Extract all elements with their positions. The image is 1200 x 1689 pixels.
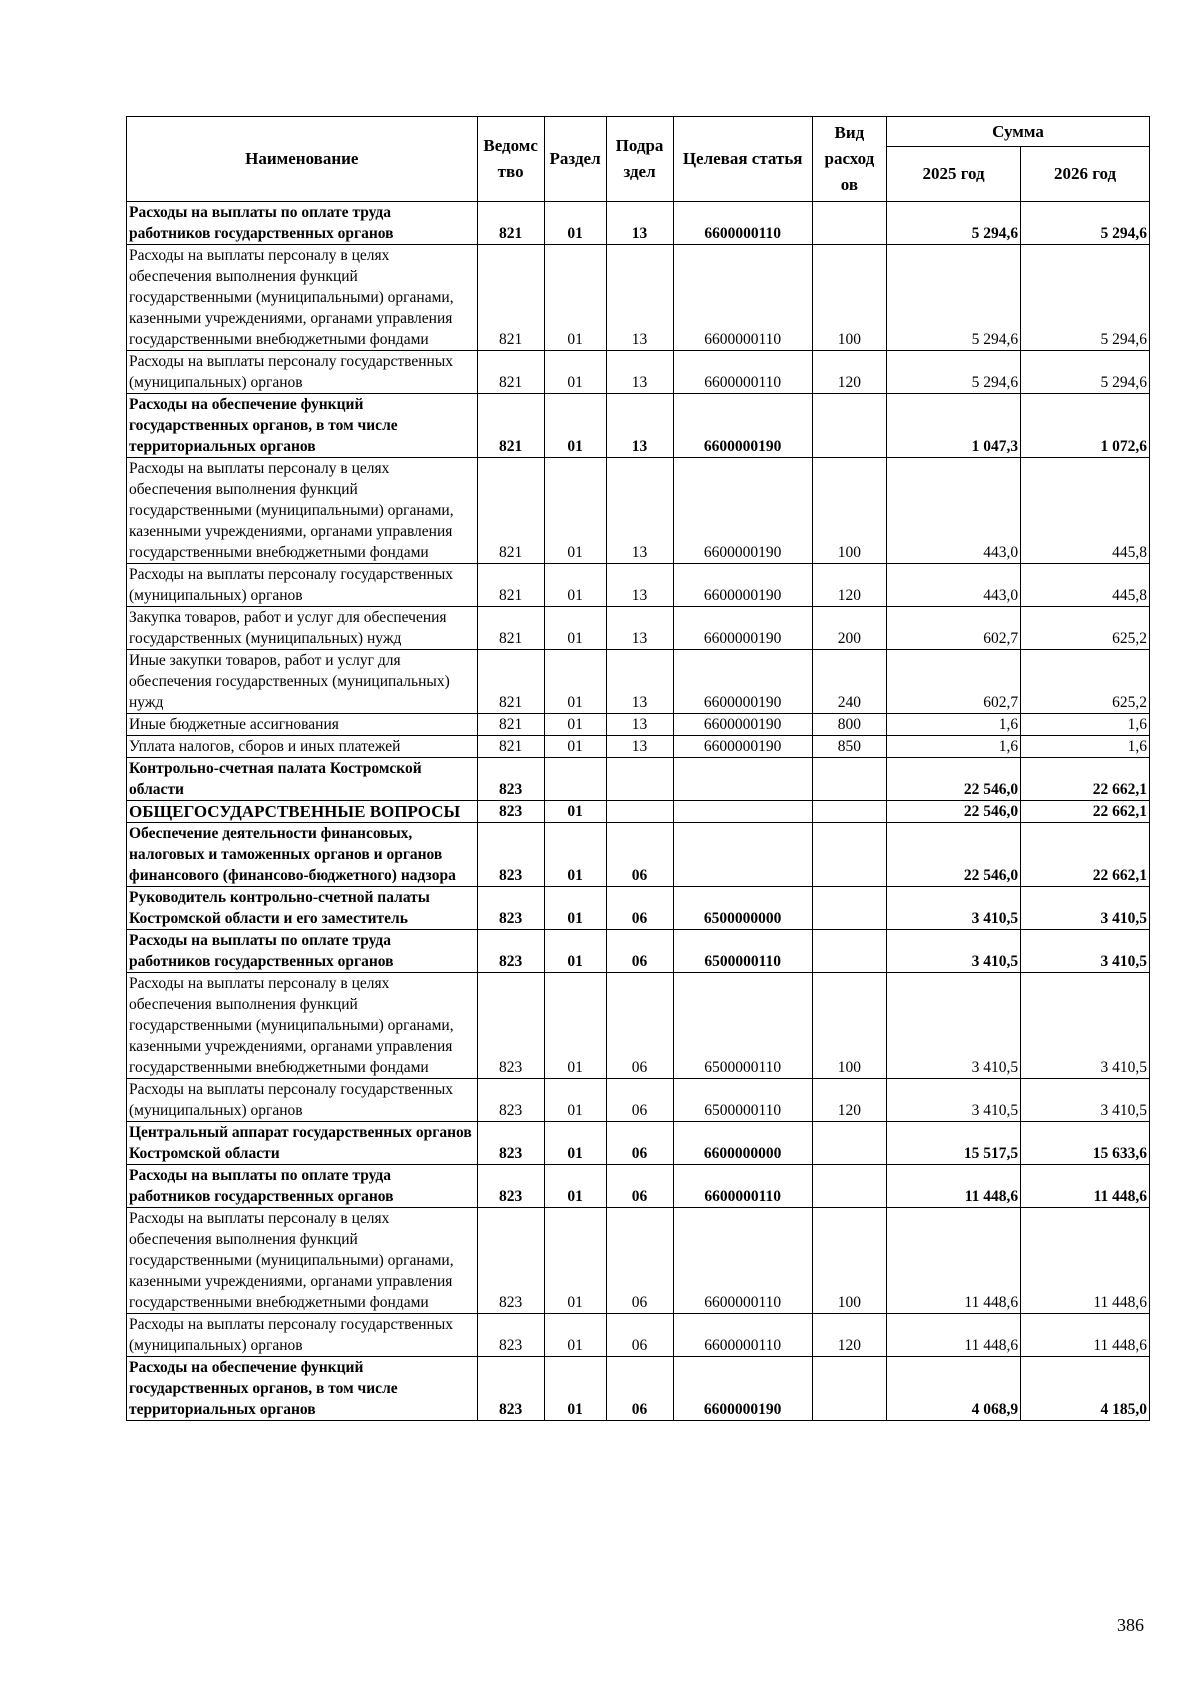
row-target: 6600000190	[673, 714, 812, 736]
row-dept: 821	[477, 394, 544, 458]
table-row	[127, 1314, 1150, 1357]
row-subsection: 06	[606, 1079, 673, 1122]
header-year-2025: 2025 год	[887, 147, 1021, 202]
row-subsection: 13	[606, 607, 673, 650]
row-dept: 823	[477, 1122, 544, 1165]
row-sum-2026: 625,2	[1021, 650, 1150, 714]
table-row	[127, 887, 1150, 930]
row-dept: 823	[477, 1208, 544, 1314]
header-section: Раздел	[544, 117, 606, 202]
header-target: Целевая статья	[673, 117, 812, 202]
row-expense-type	[812, 1122, 886, 1165]
row-sum-2025: 11 448,6	[887, 1314, 1021, 1357]
row-subsection: 13	[606, 650, 673, 714]
row-target	[673, 758, 812, 801]
row-dept: 821	[477, 607, 544, 650]
row-sum-2025: 443,0	[887, 564, 1021, 607]
row-dept: 821	[477, 714, 544, 736]
row-section: 01	[544, 973, 606, 1079]
row-expense-type	[812, 1165, 886, 1208]
table-row	[127, 801, 1150, 823]
table-row	[127, 458, 1150, 564]
row-dept: 823	[477, 801, 544, 823]
row-target: 6600000000	[673, 1122, 812, 1165]
row-subsection: 06	[606, 1357, 673, 1421]
row-name: Контрольно-счетная палата Костромской области	[127, 758, 478, 801]
table-row	[127, 736, 1150, 758]
table-row	[127, 758, 1150, 801]
row-name: Расходы на выплаты персоналу государственных (муниципальных) органов	[127, 351, 478, 394]
row-sum-2026: 22 662,1	[1021, 801, 1150, 823]
row-name: Расходы на выплаты по оплате труда работников государственных органов	[127, 202, 478, 245]
row-target: 6500000000	[673, 887, 812, 930]
table-row	[127, 714, 1150, 736]
table-row	[127, 1165, 1150, 1208]
row-subsection: 06	[606, 1165, 673, 1208]
row-target: 6600000110	[673, 1314, 812, 1357]
row-target: 6600000190	[673, 607, 812, 650]
row-expense-type: 100	[812, 1208, 886, 1314]
row-section: 01	[544, 202, 606, 245]
row-sum-2025: 5 294,6	[887, 202, 1021, 245]
row-expense-type	[812, 758, 886, 801]
row-subsection: 13	[606, 564, 673, 607]
row-section: 01	[544, 1208, 606, 1314]
row-sum-2026: 1 072,6	[1021, 394, 1150, 458]
row-sum-2025: 11 448,6	[887, 1208, 1021, 1314]
row-subsection: 13	[606, 351, 673, 394]
row-sum-2025: 3 410,5	[887, 930, 1021, 973]
row-sum-2025: 5 294,6	[887, 245, 1021, 351]
row-dept: 821	[477, 202, 544, 245]
row-subsection: 13	[606, 202, 673, 245]
row-target: 6600000110	[673, 351, 812, 394]
row-name: Расходы на обеспечение функций государственных органов, в том числе территориальных органов	[127, 394, 478, 458]
row-section: 01	[544, 736, 606, 758]
row-sum-2025: 22 546,0	[887, 823, 1021, 887]
row-name: Расходы на выплаты персоналу в целях обеспечения выполнения функций государственными (муниципальными) органами, казенными учреждениями, органами управления государственными внебюджетными фондами	[127, 1208, 478, 1314]
row-subsection: 13	[606, 394, 673, 458]
row-section: 01	[544, 564, 606, 607]
table-row	[127, 394, 1150, 458]
row-dept: 821	[477, 458, 544, 564]
row-sum-2025: 602,7	[887, 650, 1021, 714]
row-sum-2026: 3 410,5	[1021, 1079, 1150, 1122]
row-expense-type	[812, 394, 886, 458]
row-sum-2026: 445,8	[1021, 564, 1150, 607]
row-name: Расходы на выплаты по оплате труда работников государственных органов	[127, 1165, 478, 1208]
row-target: 6600000190	[673, 650, 812, 714]
row-expense-type: 100	[812, 458, 886, 564]
row-expense-type: 200	[812, 607, 886, 650]
row-subsection: 06	[606, 1314, 673, 1357]
row-sum-2026: 1,6	[1021, 714, 1150, 736]
table-row	[127, 930, 1150, 973]
row-dept: 823	[477, 1079, 544, 1122]
row-sum-2026: 5 294,6	[1021, 202, 1150, 245]
row-target: 6500000110	[673, 973, 812, 1079]
row-section: 01	[544, 801, 606, 823]
row-target: 6600000190	[673, 1357, 812, 1421]
row-section: 01	[544, 1165, 606, 1208]
row-section: 01	[544, 1314, 606, 1357]
row-target	[673, 801, 812, 823]
row-sum-2026: 4 185,0	[1021, 1357, 1150, 1421]
table-header	[127, 117, 1150, 202]
row-section	[544, 758, 606, 801]
row-expense-type: 120	[812, 564, 886, 607]
table-row	[127, 351, 1150, 394]
row-section: 01	[544, 714, 606, 736]
row-name: Закупка товаров, работ и услуг для обеспечения государственных (муниципальных) нужд	[127, 607, 478, 650]
row-name: Расходы на выплаты персоналу в целях обеспечения выполнения функций государственными (муниципальными) органами, казенными учреждениями, органами управления государственными внебюджетными фондами	[127, 458, 478, 564]
row-subsection: 13	[606, 714, 673, 736]
row-name: Расходы на выплаты персоналу государственных (муниципальных) органов	[127, 1314, 478, 1357]
row-name: Расходы на выплаты персоналу государственных (муниципальных) органов	[127, 564, 478, 607]
row-dept: 823	[477, 1357, 544, 1421]
row-expense-type: 120	[812, 1079, 886, 1122]
row-dept: 823	[477, 758, 544, 801]
row-name: Расходы на выплаты по оплате труда работников государственных органов	[127, 930, 478, 973]
table-row	[127, 1122, 1150, 1165]
page-number: 386	[1117, 1615, 1144, 1635]
row-sum-2025: 5 294,6	[887, 351, 1021, 394]
row-target	[673, 823, 812, 887]
row-expense-type: 800	[812, 714, 886, 736]
row-expense-type: 120	[812, 351, 886, 394]
row-expense-type	[812, 887, 886, 930]
budget-table	[126, 116, 1150, 1421]
row-target: 6600000110	[673, 1208, 812, 1314]
row-subsection	[606, 801, 673, 823]
row-expense-type	[812, 801, 886, 823]
row-sum-2026: 3 410,5	[1021, 887, 1150, 930]
row-sum-2025: 22 546,0	[887, 758, 1021, 801]
table-row	[127, 823, 1150, 887]
table-row	[127, 973, 1150, 1079]
row-sum-2025: 1,6	[887, 736, 1021, 758]
row-sum-2026: 22 662,1	[1021, 823, 1150, 887]
row-name: Руководитель контрольно-счетной палаты Костромской области и его заместитель	[127, 887, 478, 930]
row-subsection: 06	[606, 973, 673, 1079]
row-dept: 823	[477, 887, 544, 930]
row-section: 01	[544, 1122, 606, 1165]
row-sum-2025: 11 448,6	[887, 1165, 1021, 1208]
row-section: 01	[544, 1357, 606, 1421]
row-section: 01	[544, 930, 606, 973]
row-subsection: 06	[606, 1122, 673, 1165]
row-name: ОБЩЕГОСУДАРСТВЕННЫЕ ВОПРОСЫ	[127, 801, 478, 823]
row-expense-type: 240	[812, 650, 886, 714]
row-sum-2026: 11 448,6	[1021, 1165, 1150, 1208]
row-subsection: 13	[606, 245, 673, 351]
row-target: 6600000190	[673, 736, 812, 758]
row-sum-2026: 11 448,6	[1021, 1314, 1150, 1357]
row-section: 01	[544, 1079, 606, 1122]
row-dept: 823	[477, 930, 544, 973]
row-sum-2025: 443,0	[887, 458, 1021, 564]
row-sum-2026: 3 410,5	[1021, 973, 1150, 1079]
row-expense-type: 100	[812, 245, 886, 351]
row-sum-2025: 1 047,3	[887, 394, 1021, 458]
row-name: Иные закупки товаров, работ и услуг для обеспечения государственных (муниципальных) нужд	[127, 650, 478, 714]
row-target: 6600000190	[673, 564, 812, 607]
row-sum-2025: 4 068,9	[887, 1357, 1021, 1421]
row-target: 6500000110	[673, 1079, 812, 1122]
row-name: Иные бюджетные ассигнования	[127, 714, 478, 736]
row-name: Расходы на выплаты персоналу государственных (муниципальных) органов	[127, 1079, 478, 1122]
row-expense-type	[812, 202, 886, 245]
header-dept: Ведомс тво	[477, 117, 544, 202]
row-target: 6600000110	[673, 245, 812, 351]
row-sum-2025: 3 410,5	[887, 1079, 1021, 1122]
table-row	[127, 1208, 1150, 1314]
row-sum-2026: 5 294,6	[1021, 351, 1150, 394]
row-dept: 821	[477, 650, 544, 714]
row-section: 01	[544, 245, 606, 351]
row-expense-type	[812, 930, 886, 973]
row-target: 6600000190	[673, 458, 812, 564]
row-name: Обеспечение деятельности финансовых, налоговых и таможенных органов и органов финансового (финансово-бюджетного) надзора	[127, 823, 478, 887]
row-subsection	[606, 758, 673, 801]
row-expense-type: 100	[812, 973, 886, 1079]
row-sum-2025: 22 546,0	[887, 801, 1021, 823]
table-row	[127, 245, 1150, 351]
row-sum-2026: 22 662,1	[1021, 758, 1150, 801]
row-subsection: 06	[606, 930, 673, 973]
row-expense-type	[812, 823, 886, 887]
header-year-2026: 2026 год	[1021, 147, 1150, 202]
row-sum-2025: 15 517,5	[887, 1122, 1021, 1165]
row-name: Расходы на выплаты персоналу в целях обеспечения выполнения функций государственными (муниципальными) органами, казенными учреждениями, органами управления государственными внебюджетными фондами	[127, 973, 478, 1079]
row-sum-2026: 1,6	[1021, 736, 1150, 758]
row-expense-type	[812, 1357, 886, 1421]
row-target: 6600000110	[673, 202, 812, 245]
row-sum-2026: 15 633,6	[1021, 1122, 1150, 1165]
row-section: 01	[544, 458, 606, 564]
row-dept: 823	[477, 1314, 544, 1357]
row-section: 01	[544, 887, 606, 930]
header-sum: Сумма	[887, 117, 1150, 147]
table-row	[127, 650, 1150, 714]
row-dept: 821	[477, 736, 544, 758]
row-dept: 821	[477, 351, 544, 394]
row-expense-type: 850	[812, 736, 886, 758]
row-sum-2026: 625,2	[1021, 607, 1150, 650]
row-subsection: 13	[606, 458, 673, 564]
table-row	[127, 607, 1150, 650]
row-subsection: 06	[606, 823, 673, 887]
header-expense-type: Вид расход ов	[812, 117, 886, 202]
row-sum-2026: 11 448,6	[1021, 1208, 1150, 1314]
row-name: Расходы на обеспечение функций государственных органов, в том числе территориальных органов	[127, 1357, 478, 1421]
row-dept: 823	[477, 973, 544, 1079]
table-row	[127, 1357, 1150, 1421]
row-sum-2026: 5 294,6	[1021, 245, 1150, 351]
row-target: 6600000190	[673, 394, 812, 458]
table-body	[127, 202, 1150, 1421]
row-dept: 823	[477, 823, 544, 887]
row-sum-2026: 445,8	[1021, 458, 1150, 564]
header-subsection: Подра здел	[606, 117, 673, 202]
row-name: Расходы на выплаты персоналу в целях обеспечения выполнения функций государственными (муниципальными) органами, казенными учреждениями, органами управления государственными внебюджетными фондами	[127, 245, 478, 351]
row-dept: 821	[477, 245, 544, 351]
row-subsection: 06	[606, 1208, 673, 1314]
row-target: 6500000110	[673, 930, 812, 973]
row-dept: 823	[477, 1165, 544, 1208]
table-row	[127, 564, 1150, 607]
row-sum-2025: 1,6	[887, 714, 1021, 736]
row-section: 01	[544, 394, 606, 458]
row-sum-2026: 3 410,5	[1021, 930, 1150, 973]
row-sum-2025: 602,7	[887, 607, 1021, 650]
row-section: 01	[544, 351, 606, 394]
table-row	[127, 202, 1150, 245]
header-name: Наименование	[127, 117, 478, 202]
row-expense-type: 120	[812, 1314, 886, 1357]
row-section: 01	[544, 650, 606, 714]
row-dept: 821	[477, 564, 544, 607]
row-subsection: 13	[606, 736, 673, 758]
row-target: 6600000110	[673, 1165, 812, 1208]
row-sum-2025: 3 410,5	[887, 973, 1021, 1079]
row-section: 01	[544, 607, 606, 650]
row-subsection: 06	[606, 887, 673, 930]
row-sum-2025: 3 410,5	[887, 887, 1021, 930]
table-row	[127, 1079, 1150, 1122]
row-name: Центральный аппарат государственных органов Костромской области	[127, 1122, 478, 1165]
row-section: 01	[544, 823, 606, 887]
row-name: Уплата налогов, сборов и иных платежей	[127, 736, 478, 758]
